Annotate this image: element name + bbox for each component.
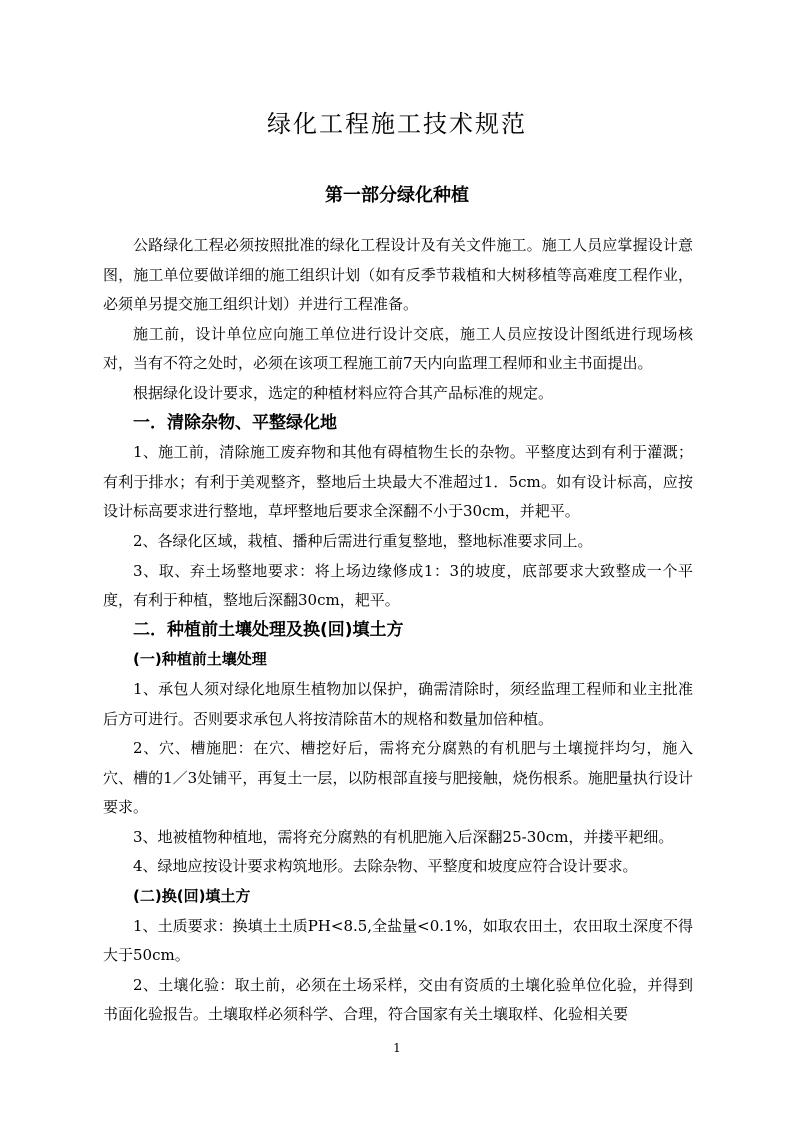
subsection-1-paragraph-2: 2、穴、槽施肥：在穴、槽挖好后，需将充分腐熟的有机肥与土壤搅拌均匀，施入穴、槽的1／3处铺平，再复土一层，以防根部直接与肥接触，烧伤根系。施肥量执行设计要求。 (103, 739, 693, 817)
section-1-paragraph-3: 3、取、弃土场整地要求：将上场边缘修成1：3的坡度，底部要求大致整成一个平度，有利于种植，整地后深翻30cm，耙平。 (103, 561, 693, 610)
document-body (103, 231, 693, 1030)
subsection-1-paragraph-4: 4、绿地应按设计要求构筑地形。去除杂物、平整度和坡度应符合设计要求。 (133, 857, 638, 876)
section-1-paragraph-2: 2、各绿化区域，栽植、播种后需进行重复整地，整地标准要求同上。 (133, 531, 593, 550)
intro-paragraph-1: 公路绿化工程必须按照批准的绿化工程设计及有关文件施工。施工人员应掌握设计意图，施工单位要做详细的施工组织计划（如有反季节栽植和大树移植等高难度工程作业，必须单另提交施工组织计划）并进行工程准备。 (103, 236, 693, 314)
section-1-paragraph-1: 1、施工前，清除施工废弃物和其他有碍植物生长的杂物。平整度达到有利于灌溉；有利于排水；有利于美观整齐，整地后土块最大不准超过1．5cm。如有设计标高，应按设计标高要求进行整地，草坪整地后要求全深翻不小于30cm，并耙平。 (103, 443, 693, 521)
section-2-heading: 二．种植前土壤处理及换(回)填土方 (133, 619, 404, 640)
document-title: 绿化工程施工技术规范 (267, 110, 527, 138)
intro-paragraph-3: 根据绿化设计要求，选定的种植材料应符合其产品标准的规定。 (133, 383, 554, 402)
page-number: 1 (393, 1041, 401, 1055)
subsection-1-heading: (一)种植前土壤处理 (133, 650, 267, 669)
subsection-2-paragraph-2: 2、土壤化验：取土前，必须在土场采样，交由有资质的土壤化验单位化验，并得到书面化验报告。土壤取样必须科学、合理，符合国家有关土壤取样、化验相关要 (103, 975, 693, 1024)
subsection-2-paragraph-1: 1、土质要求：换填土土质PH<8.5,全盐量<0.1%，如取农田土，农田取土深度不得大于50cm。 (103, 916, 693, 965)
section-1-heading: 一．清除杂物、平整绿化地 (133, 412, 337, 433)
subsection-1-paragraph-1: 1、承包人须对绿化地原生植物加以保护，确需清除时，须经监理工程师和业主批准后方可进行。否则要求承包人将按清除苗木的规格和数量加倍种植。 (103, 679, 693, 728)
part-title: 第一部分绿化种植 (325, 185, 469, 206)
subsection-1-paragraph-3: 3、地被植物种植地，需将充分腐熟的有机肥施入后深翻25-30cm，并搂平耙细。 (133, 827, 674, 846)
subsection-2-heading: (二)换(回)填土方 (133, 887, 251, 906)
intro-paragraph-2: 施工前，设计单位应向施工单位进行设计交底，施工人员应按设计图纸进行现场核对，当有不符之处时，必须在该项工程施工前7天内向监理工程师和业主书面提出。 (103, 324, 693, 373)
